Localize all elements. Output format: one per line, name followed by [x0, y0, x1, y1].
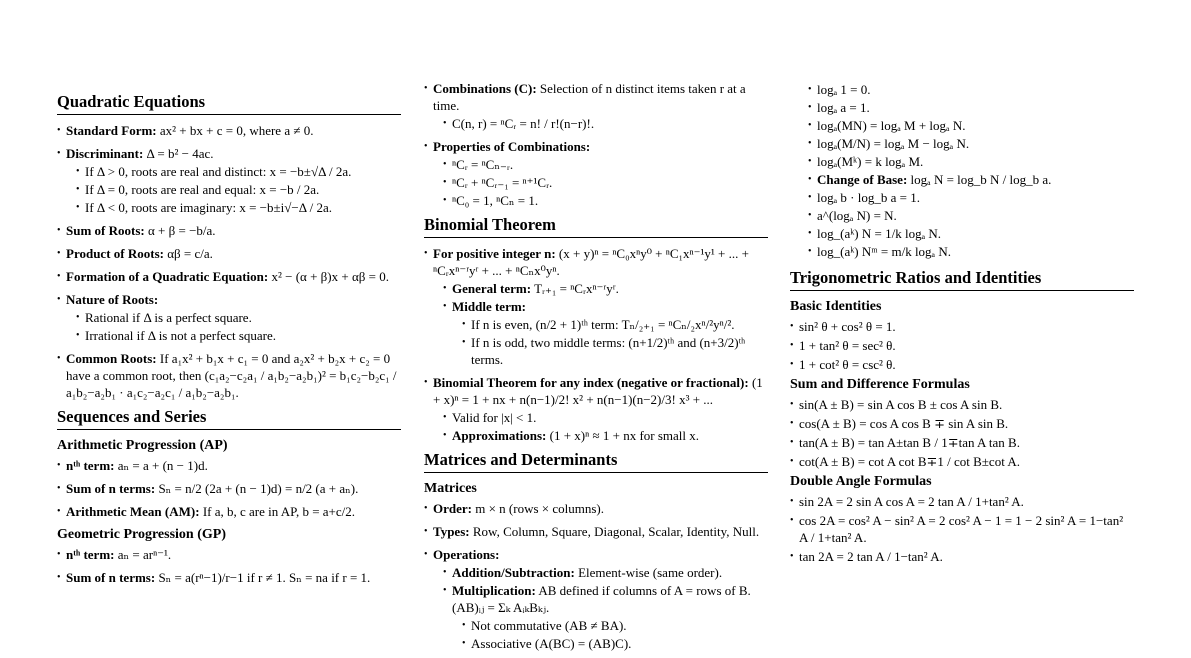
- item-text: ax² + bx + c = 0, where a ≠ 0.: [159, 123, 314, 138]
- item-label: Discriminant:: [66, 146, 144, 161]
- item-text: x² − (α + β)x + αβ = 0.: [271, 269, 389, 284]
- item-label: Sum of Roots:: [66, 223, 145, 238]
- list-item: • If Δ > 0, roots are real and distinct: x = −b±√Δ / 2a.: [76, 163, 401, 180]
- types-item: [424, 523, 768, 540]
- list-item: • Associative (A(BC) = (AB)C).: [462, 635, 768, 652]
- gp-nth-term-item: [57, 546, 401, 563]
- list-item: • log_(aᵏ) N = 1/k logₐ N.: [808, 225, 1134, 242]
- common-roots-item: [57, 350, 401, 401]
- product-of-roots-item: [57, 245, 401, 262]
- list-item: • logₐ a = 1.: [808, 99, 1134, 116]
- item-text: logₐ N = log_b N / log_b a.: [910, 172, 1052, 187]
- binomial-sublist: [433, 280, 768, 368]
- list-item: • logₐ(MN) = logₐ M + logₐ N.: [808, 117, 1134, 134]
- list-item: • 1 + cot² θ = csc² θ.: [790, 356, 1134, 373]
- multiplication-item: [443, 582, 768, 652]
- item-text: Tᵣ₊₁ = ⁿCᵣxⁿ⁻ʳyʳ.: [534, 281, 619, 296]
- formation-item: [57, 268, 401, 285]
- section-title-binomial: Binomial Theorem: [424, 215, 768, 238]
- combinations-formula: [433, 115, 768, 132]
- item-text: Selection of n distinct items taken r at a time.: [433, 81, 746, 113]
- item-text: (1 + x)ⁿ = 1 + nx + n(n−1)/2! x² + n(n−1)(n−2)/3! x³ + ...: [433, 375, 763, 407]
- item-text: aₙ = a + (n − 1)d.: [117, 458, 208, 473]
- list-item: • log_(aᵏ) Nᵐ = m/k logₐ N.: [808, 243, 1134, 260]
- subsection-title-basic: Basic Identities: [790, 299, 882, 314]
- subsection-title-ap: Arithmetic Progression (AP): [57, 438, 228, 453]
- subsection-title-double: Double Angle Formulas: [790, 474, 932, 489]
- item-label: Change of Base:: [817, 172, 908, 187]
- item-label: Combinations (C):: [433, 81, 537, 96]
- change-of-base-item: [808, 171, 1134, 188]
- list-item: • Irrational if Δ is not a perfect square.: [76, 327, 401, 344]
- item-text: Sₙ = a(rⁿ−1)/r−1 if r ≠ 1. Sₙ = na if r = 1.: [158, 570, 371, 585]
- item-label: Product of Roots:: [66, 246, 164, 261]
- item-label: For positive integer n:: [433, 246, 556, 261]
- multiplication-props: [452, 617, 768, 652]
- list-item: • sin 2A = 2 sin A cos A = 2 tan A / 1+tan² A.: [790, 493, 1134, 510]
- list-item: • logₐ b · log_b a = 1.: [808, 189, 1134, 206]
- list-item: • Rational if Δ is a perfect square.: [76, 309, 401, 326]
- item-label: Standard Form:: [66, 123, 157, 138]
- list-item: • cot(A ± B) = cot A cot B∓1 / cot B±cot A.: [790, 453, 1134, 470]
- item-label: Order:: [433, 501, 472, 516]
- item-label: Nature of Roots:: [66, 292, 159, 307]
- subsection-title-sumdiff: Sum and Difference Formulas: [790, 377, 970, 392]
- column-3: [790, 80, 1134, 567]
- sum-of-roots-item: [57, 222, 401, 239]
- ap-mean-item: [57, 503, 401, 520]
- section-title-sequences: Sequences and Series: [57, 407, 401, 430]
- item-label: Binomial Theorem for any index (negative or fractional):: [433, 375, 749, 390]
- section-title-quadratic: Quadratic Equations: [57, 92, 401, 115]
- log-properties-list: [790, 81, 1134, 260]
- column-1: [57, 92, 401, 592]
- list-item: • a^(logₐ N) = N.: [808, 207, 1134, 224]
- subsection-title-gp: Geometric Progression (GP): [57, 527, 226, 542]
- ap-nth-term-item: [57, 457, 401, 474]
- standard-form-item: [57, 122, 401, 139]
- operations-list: [433, 564, 768, 652]
- any-index-sublist: [433, 409, 768, 444]
- item-label: Types:: [433, 524, 470, 539]
- ap-sum-item: [57, 480, 401, 497]
- nature-of-roots-item: [57, 291, 401, 344]
- item-label: Approximations:: [452, 428, 547, 443]
- operations-item: [424, 546, 768, 652]
- list-item: • sin² θ + cos² θ = 1.: [790, 318, 1134, 335]
- list-item: • sin(A ± B) = sin A cos B ± cos A sin B.: [790, 396, 1134, 413]
- item-text: Element-wise (same order).: [578, 565, 723, 580]
- subsection-title-matrices: Matrices: [424, 481, 477, 496]
- gp-sum-item: [57, 569, 401, 586]
- list-item: • C(n, r) = ⁿCᵣ = n! / r!(n−r)!.: [443, 115, 768, 132]
- list-item: • Valid for |x| < 1.: [443, 409, 768, 426]
- list-item: • cos(A ± B) = cos A cos B ∓ sin A sin B.: [790, 415, 1134, 432]
- item-text: m × n (rows × columns).: [475, 501, 604, 516]
- addsub-item: [443, 564, 768, 581]
- list-item: • If Δ = 0, roots are real and equal: x = −b / 2a.: [76, 181, 401, 198]
- item-label: Middle term:: [452, 299, 527, 314]
- any-index-item: [424, 374, 768, 444]
- item-label: Addition/Subtraction:: [452, 565, 575, 580]
- general-term-item: [443, 280, 768, 297]
- list-item: • logₐ(M/N) = logₐ M − logₐ N.: [808, 135, 1134, 152]
- list-item: • tan(A ± B) = tan A±tan B / 1∓tan A tan B.: [790, 434, 1134, 451]
- list-item: • ⁿCᵣ + ⁿCᵣ₋₁ = ⁿ⁺¹Cᵣ.: [443, 174, 768, 191]
- item-text: αβ = c/a.: [167, 246, 213, 261]
- item-label: Operations:: [433, 547, 500, 562]
- list-item: • ⁿC₀ = 1, ⁿCₙ = 1.: [443, 192, 768, 209]
- item-text: α + β = −b/a.: [147, 223, 216, 238]
- item-label: nᵗʰ term:: [66, 547, 115, 562]
- list-item: • Not commutative (AB ≠ BA).: [462, 617, 768, 634]
- list-item: • logₐ(Mᵏ) = k logₐ M.: [808, 153, 1134, 170]
- combinations-item: [424, 80, 768, 132]
- middle-term-cases: [452, 316, 768, 368]
- item-label: Sum of n terms:: [66, 481, 156, 496]
- list-item: • ⁿCᵣ = ⁿCₙ₋ᵣ.: [443, 156, 768, 173]
- list-item: • If n is even, (n/2 + 1)ᵗʰ term: Tₙ/₂₊₁ = ⁿCₙ/₂xⁿ/²yⁿ/².: [462, 316, 768, 333]
- order-item: [424, 500, 768, 517]
- list-item: • 1 + tan² θ = sec² θ.: [790, 337, 1134, 354]
- item-label: Formation of a Quadratic Equation:: [66, 269, 269, 284]
- item-text: If a, b, c are in AP, b = a+c/2.: [202, 504, 356, 519]
- item-text: (x + y)ⁿ = ⁿC₀xⁿy⁰ + ⁿC₁xⁿ⁻¹y¹ + ... + ⁿCᵣxⁿ⁻ʳyʳ + ... + ⁿCₙx⁰yⁿ.: [433, 246, 749, 278]
- item-text: AB defined if columns of A = rows of B. (AB)ᵢⱼ = Σₖ AᵢₖBₖⱼ.: [452, 583, 751, 615]
- section-title-trig: Trigonometric Ratios and Identities: [790, 268, 1134, 291]
- discriminant-item: [57, 145, 401, 216]
- item-text: Row, Column, Square, Diagonal, Scalar, Identity, Null.: [472, 524, 760, 539]
- middle-term-item: [443, 298, 768, 368]
- item-label: General term:: [452, 281, 532, 296]
- positive-integer-item: [424, 245, 768, 368]
- list-item: • cos 2A = cos² A − sin² A = 2 cos² A − 1 = 1 − 2 sin² A = 1−tan² A / 1+tan² A.: [790, 512, 1134, 546]
- list-item: • If n is odd, two middle terms: (n+1/2)ᵗʰ and (n+3/2)ᵗʰ terms.: [462, 334, 768, 368]
- properties-list: [433, 156, 768, 209]
- section-title-matrices: Matrices and Determinants: [424, 450, 768, 473]
- item-label: Arithmetic Mean (AM):: [66, 504, 200, 519]
- item-text: Sₙ = n/2 (2a + (n − 1)d) = n/2 (a + aₙ).: [158, 481, 359, 496]
- column-2: [424, 80, 768, 658]
- list-item: • logₐ 1 = 0.: [808, 81, 1134, 98]
- discriminant-cases: [66, 163, 401, 216]
- item-label: nᵗʰ term:: [66, 458, 115, 473]
- item-label: Sum of n terms:: [66, 570, 156, 585]
- item-label: Common Roots:: [66, 351, 157, 366]
- list-item: • tan 2A = 2 tan A / 1−tan² A.: [790, 548, 1134, 565]
- item-label: Properties of Combinations:: [433, 139, 591, 154]
- properties-item: [424, 138, 768, 209]
- item-text: If a₁x² + b₁x + c₁ = 0 and a₂x² + b₂x + c₂ = 0 have a common root, then (c₁a₂−c₂a₁ / a₁b₂−a₂b₁)² = b₁c₂−b₂c₁ / a₁b₂−a₂b₁ · a₁c₂−a₂c₁ / a₁b₂−a₂b₁.: [66, 351, 397, 400]
- item-text: aₙ = arⁿ⁻¹.: [117, 547, 172, 562]
- item-text: Δ = b² − 4ac.: [146, 146, 214, 161]
- nature-cases: [66, 309, 401, 344]
- approximations-item: [443, 427, 768, 444]
- item-text: (1 + x)ⁿ ≈ 1 + nx for small x.: [549, 428, 700, 443]
- list-item: • If Δ < 0, roots are imaginary: x = −b±i√−Δ / 2a.: [76, 199, 401, 216]
- item-label: Multiplication:: [452, 583, 536, 598]
